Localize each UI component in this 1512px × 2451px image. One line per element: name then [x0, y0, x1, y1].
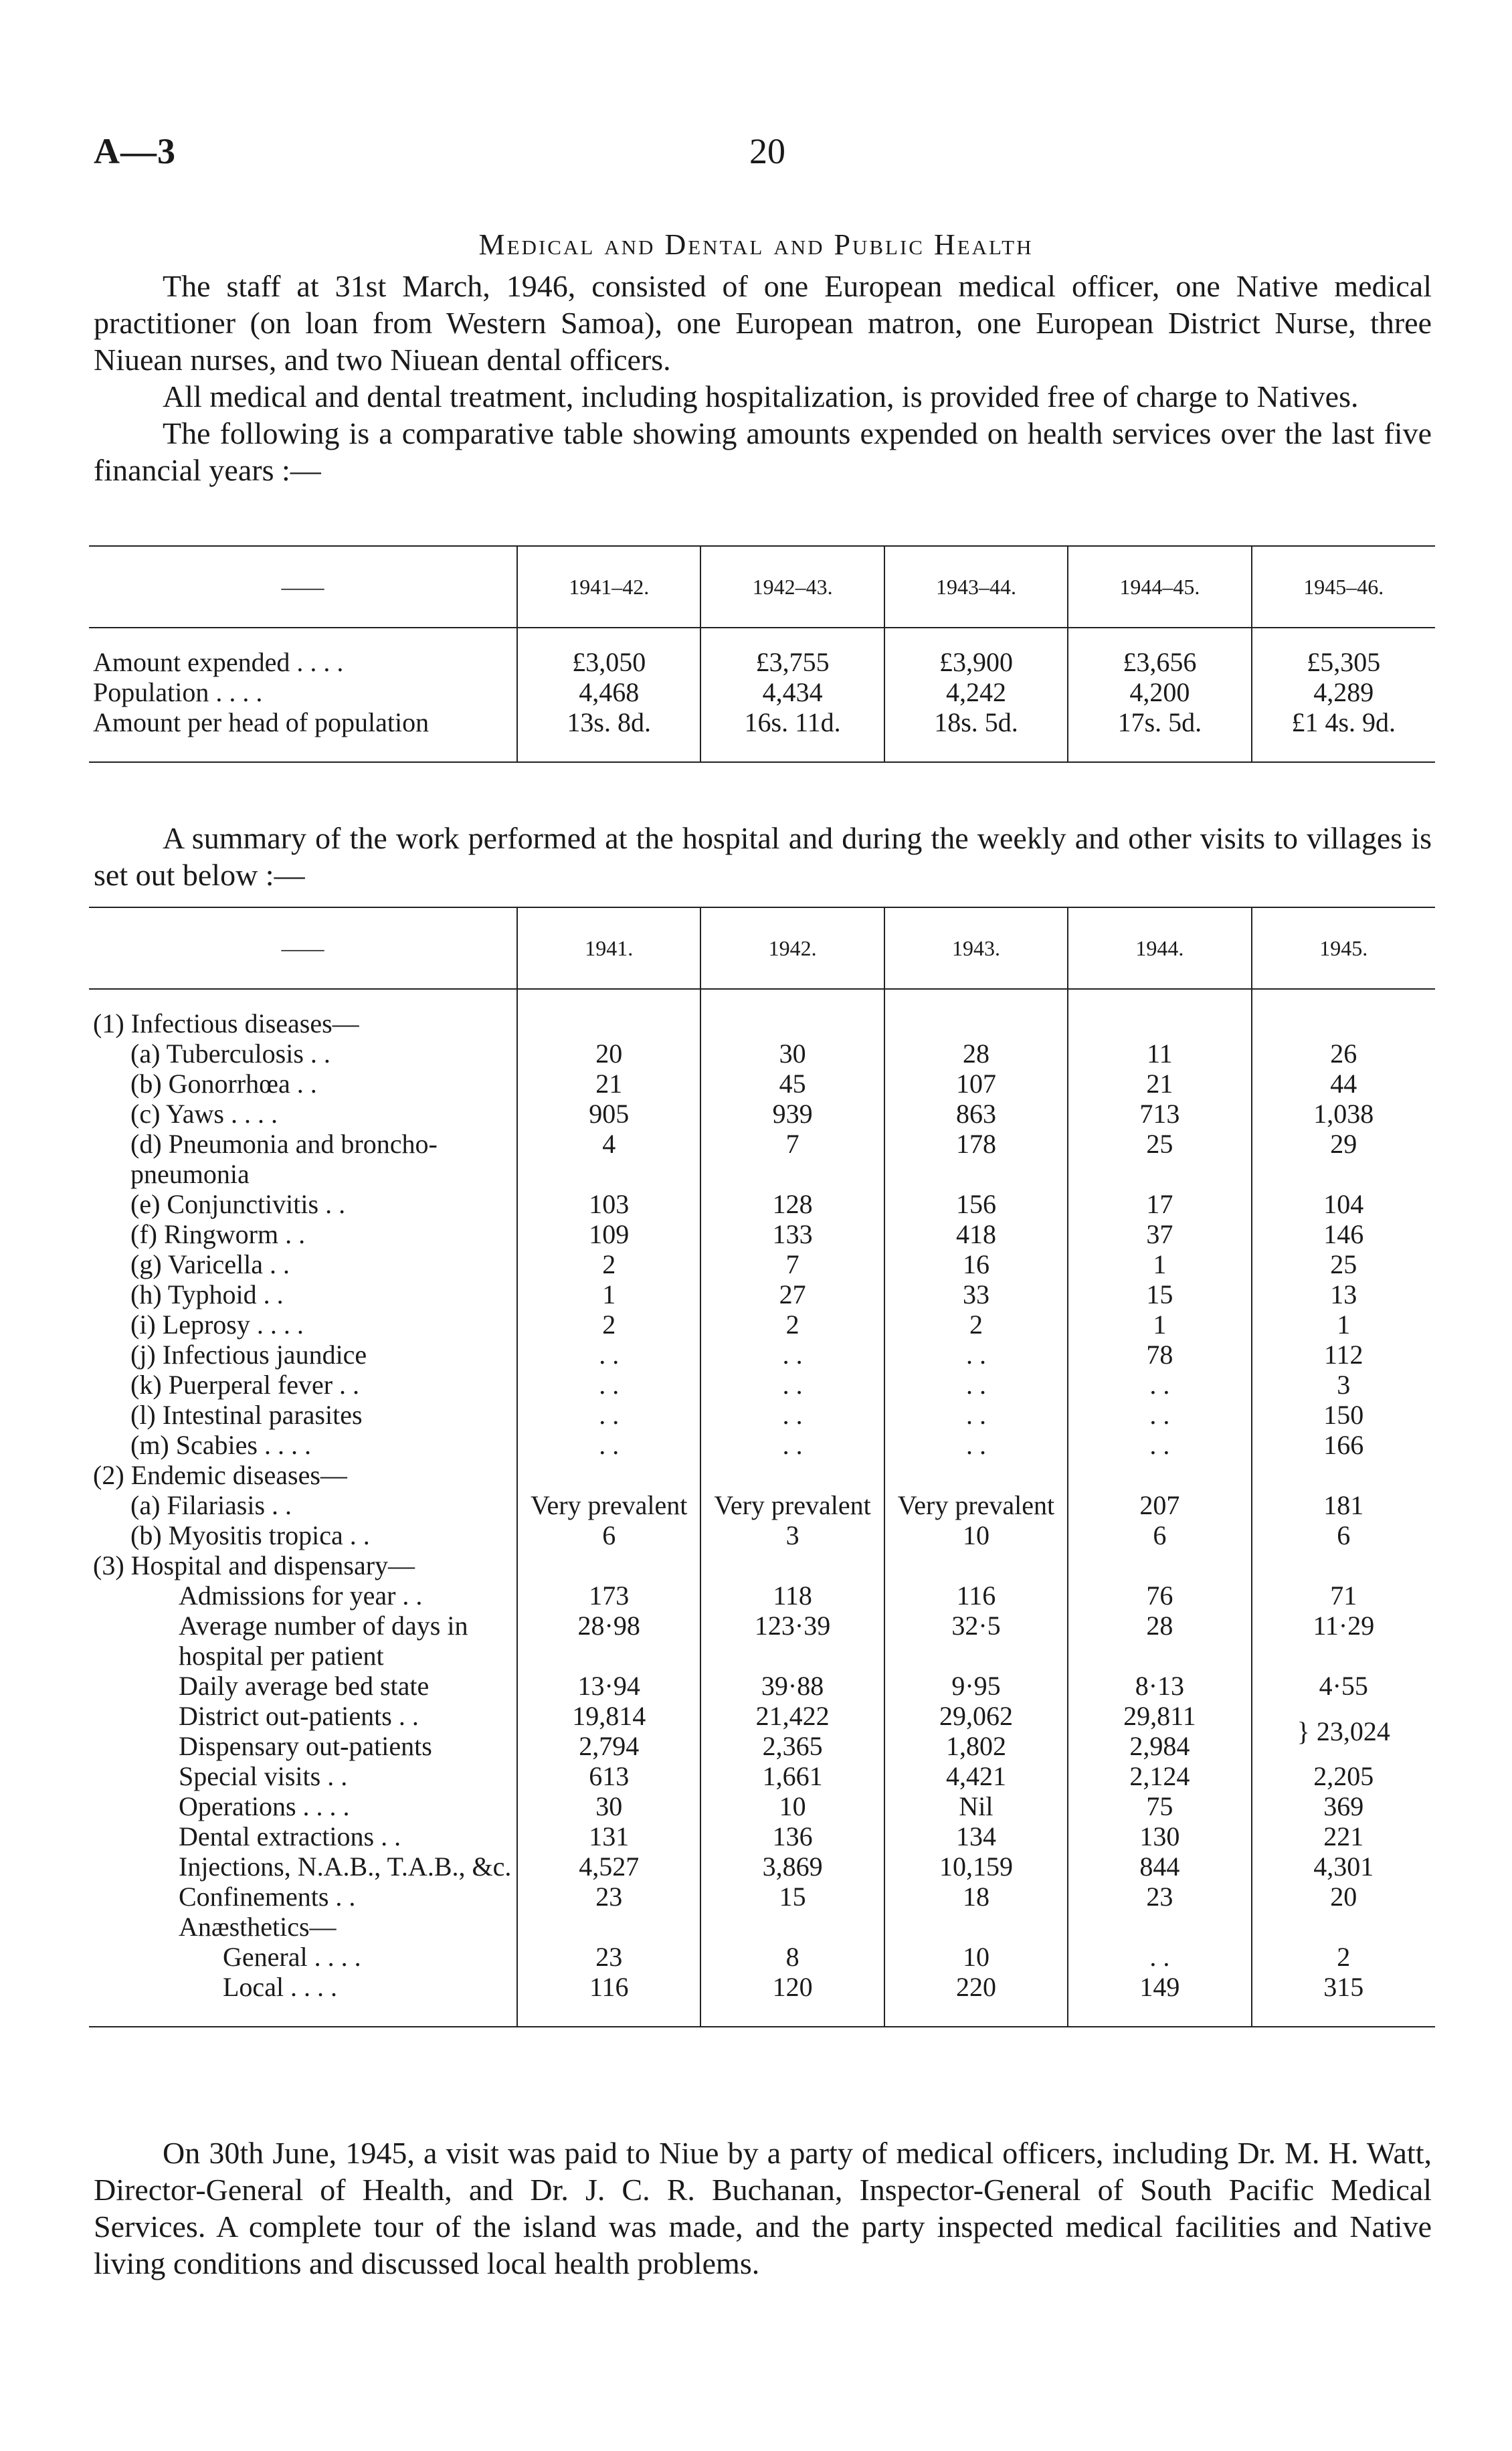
table-row: [89, 1761, 1435, 1791]
row-label: (l) Intestinal parasites: [130, 1400, 363, 1430]
cell: 37: [1068, 1219, 1251, 1249]
row-label: (h) Typhoid . .: [130, 1279, 284, 1309]
table-row: [89, 1069, 1435, 1099]
cell: 13: [1252, 1279, 1435, 1309]
cell: 939: [700, 1099, 884, 1129]
table-row: [89, 677, 1435, 707]
cell: . .: [700, 1370, 884, 1400]
cell: 10,159: [884, 1851, 1068, 1882]
cell: 863: [884, 1099, 1068, 1129]
cell: Very prevalent: [700, 1490, 884, 1520]
cell: [517, 1912, 700, 1942]
cell: 7: [700, 1129, 884, 1189]
cell: [1252, 1701, 1435, 1761]
cell: 25: [1252, 1249, 1435, 1279]
cell: 1: [517, 1279, 700, 1309]
cell: 23: [517, 1882, 700, 1912]
cell: . .: [884, 1370, 1068, 1400]
row-label: Dispensary out-patients: [179, 1731, 432, 1761]
cell: 112: [1252, 1340, 1435, 1370]
column-header: 1943.: [884, 907, 1068, 989]
cell: £3,755: [700, 647, 884, 677]
cell: 1,038: [1252, 1099, 1435, 1129]
cell: 33: [884, 1279, 1068, 1309]
table-row: [89, 1912, 1435, 1942]
row-label: Average number of days in hospital per patient: [179, 1611, 468, 1671]
row-label: Dental extractions . .: [179, 1821, 401, 1851]
cell: 107: [884, 1069, 1068, 1099]
cell: 39·88: [700, 1671, 884, 1701]
table-row: [89, 1520, 1435, 1550]
cell: 4,242: [884, 677, 1068, 707]
cell: 613: [517, 1761, 700, 1791]
table-row: [89, 1821, 1435, 1851]
cell: . .: [517, 1370, 700, 1400]
cell: [700, 1912, 884, 1942]
cell: 2: [1252, 1942, 1435, 1972]
table-row: [89, 1731, 1435, 1761]
cell: 369: [1252, 1791, 1435, 1821]
cell: 19,814: [517, 1701, 700, 1731]
table-row: [89, 1671, 1435, 1701]
cell: 136: [700, 1821, 884, 1851]
cell: [700, 1008, 884, 1038]
cell: 2,124: [1068, 1761, 1251, 1791]
cell: 20: [517, 1038, 700, 1069]
row-label: Injections, N.A.B., T.A.B., &c.: [179, 1851, 512, 1882]
cell: 28: [884, 1038, 1068, 1069]
cell: 45: [700, 1069, 884, 1099]
cell: 32·5: [884, 1611, 1068, 1671]
row-label: Operations . . . .: [179, 1791, 350, 1821]
combined-outpatients-total: } 23,024: [1297, 1716, 1390, 1746]
table-row: [89, 1038, 1435, 1069]
cell: 28·98: [517, 1611, 700, 1671]
row-label: Special visits . .: [179, 1761, 348, 1791]
summary-intro-text: A summary of the work performed at the hospital and during the weekly and other visits to villages is set out below :—: [94, 821, 1432, 892]
cell: . .: [884, 1340, 1068, 1370]
row-label: (e) Conjunctivitis . .: [130, 1189, 346, 1219]
cell: . .: [517, 1340, 700, 1370]
table-row: [89, 1701, 1435, 1731]
cell: 173: [517, 1580, 700, 1611]
expenditure-corner: ——: [89, 546, 517, 628]
cell: 13·94: [517, 1671, 700, 1701]
cell: 10: [884, 1942, 1068, 1972]
row-label: (a) Filariasis . .: [130, 1490, 292, 1520]
table-row: [89, 1430, 1435, 1460]
cell: 131: [517, 1821, 700, 1851]
table-row: [89, 707, 1435, 762]
cell: 1: [1068, 1309, 1251, 1340]
cell: . .: [517, 1430, 700, 1460]
cell: 6: [517, 1520, 700, 1550]
cell: Nil: [884, 1791, 1068, 1821]
cell: 8: [700, 1942, 884, 1972]
cell: 713: [1068, 1099, 1251, 1129]
cell: 29,062: [884, 1701, 1068, 1731]
cell: 16s. 11d.: [700, 707, 884, 762]
cell: 844: [1068, 1851, 1251, 1882]
cell: [884, 1008, 1068, 1038]
cell: 44: [1252, 1069, 1435, 1099]
table-row: [89, 1791, 1435, 1821]
row-label: Amount per head of population: [89, 707, 517, 762]
cell: 116: [884, 1580, 1068, 1611]
cell: 104: [1252, 1189, 1435, 1219]
cell: 4,301: [1252, 1851, 1435, 1882]
cell: 6: [1068, 1520, 1251, 1550]
closing-paragraph: On 30th June, 1945, a visit was paid to Niue by a party of medical officers, including Dr. M. H. Watt, Director-General of Health, and Dr. J. C. R. Buchanan, Inspector-General of South Pacific Medical Services. A complete tour of the island was made, and the party inspected medical facilities and Native living conditions and discussed local health problems.: [94, 2136, 1432, 2280]
cell: [517, 1008, 700, 1038]
column-header: 1945.: [1252, 907, 1435, 989]
intro-paragraph-treatment: All medical and dental treatment, including hospitalization, is provided free of charge to Natives.: [163, 379, 1359, 414]
cell: £3,656: [1068, 647, 1251, 677]
row-label: (d) Pneumonia and broncho-pneumonia: [130, 1129, 438, 1189]
expenditure-header-row: [89, 546, 1435, 628]
cell: £3,050: [517, 647, 700, 677]
cell: 1: [1252, 1309, 1435, 1340]
cell: £3,900: [884, 647, 1068, 677]
cell: 4,200: [1068, 677, 1251, 707]
cell: 4,421: [884, 1761, 1068, 1791]
cell: 118: [700, 1580, 884, 1611]
cell: 4·55: [1252, 1671, 1435, 1701]
cell: 76: [1068, 1580, 1251, 1611]
row-label: (m) Scabies . . . .: [130, 1430, 311, 1460]
cell: [884, 1550, 1068, 1580]
table-row: [89, 1490, 1435, 1520]
cell: [700, 1460, 884, 1490]
row-label: (c) Yaws . . . .: [130, 1099, 278, 1129]
cell: 26: [1252, 1038, 1435, 1069]
cell: 116: [517, 1972, 700, 2027]
intro-paragraph-table-lead: The following is a comparative table showing amounts expended on health services over the last five financial years :—: [94, 416, 1432, 487]
cell: 29,811: [1068, 1701, 1251, 1731]
row-label: (k) Puerperal fever . .: [130, 1370, 360, 1400]
cell: £1 4s. 9d.: [1252, 707, 1435, 762]
column-header: 1944–45.: [1068, 546, 1251, 628]
table-row: [89, 1972, 1435, 2027]
work-table: [89, 907, 1435, 2027]
cell: 4,468: [517, 677, 700, 707]
cell: . .: [884, 1400, 1068, 1430]
cell: 10: [884, 1520, 1068, 1550]
cell: [1252, 1008, 1435, 1038]
column-header: 1941.: [517, 907, 700, 989]
cell: 17s. 5d.: [1068, 707, 1251, 762]
cell: . .: [700, 1340, 884, 1370]
row-label: (g) Varicella . .: [130, 1249, 290, 1279]
intro-text: [94, 268, 1432, 488]
column-header: 1942–43.: [700, 546, 884, 628]
cell: 4,289: [1252, 677, 1435, 707]
cell: [884, 1460, 1068, 1490]
cell: [1252, 1912, 1435, 1942]
section-title: Medical and Dental and Public Health: [478, 228, 1034, 261]
row-label: (2) Endemic diseases—: [93, 1460, 347, 1490]
row-label: Daily average bed state: [179, 1671, 430, 1701]
row-label: Local . . . .: [89, 1972, 517, 2027]
cell: 4,434: [700, 677, 884, 707]
cell: 156: [884, 1189, 1068, 1219]
cell: 2: [517, 1309, 700, 1340]
row-label: Population . . . .: [93, 677, 263, 707]
row-label: General . . . .: [223, 1942, 361, 1972]
cell: 3,869: [700, 1851, 884, 1882]
cell: 23: [517, 1942, 700, 1972]
cell: 78: [1068, 1340, 1251, 1370]
cell: 221: [1252, 1821, 1435, 1851]
cell: 178: [884, 1129, 1068, 1189]
cell: 15: [700, 1882, 884, 1912]
cell: 18: [884, 1882, 1068, 1912]
intro-paragraph-staff: The staff at 31st March, 1946, consisted of one European medical officer, one Native medical practitioner (on loan from Western Samoa), one European matron, one European District Nurse, three Niuean nurses, and two Niuean dental officers.: [94, 269, 1432, 377]
summary-intro: [94, 820, 1432, 893]
table-row: [89, 1340, 1435, 1370]
table-row: [89, 1129, 1435, 1189]
cell: [1068, 1460, 1251, 1490]
cell: 27: [700, 1279, 884, 1309]
cell: . .: [1068, 1942, 1251, 1972]
column-header: 1945–46.: [1252, 546, 1435, 628]
cell: [1068, 1008, 1251, 1038]
row-label: (f) Ringworm . .: [130, 1219, 306, 1249]
cell: 75: [1068, 1791, 1251, 1821]
row-label: Admissions for year . .: [179, 1580, 423, 1611]
cell: 30: [517, 1791, 700, 1821]
cell: 21: [517, 1069, 700, 1099]
page-number: 20: [749, 131, 785, 171]
table-row: [89, 1219, 1435, 1249]
cell: 418: [884, 1219, 1068, 1249]
cell: 16: [884, 1249, 1068, 1279]
cell: 3: [700, 1520, 884, 1550]
cell: 4: [517, 1129, 700, 1189]
cell: . .: [884, 1430, 1068, 1460]
row-label: (a) Tuberculosis . .: [130, 1038, 330, 1069]
cell: 18s. 5d.: [884, 707, 1068, 762]
cell: 6: [1252, 1520, 1435, 1550]
cell: 120: [700, 1972, 884, 2027]
cell: [700, 1550, 884, 1580]
cell: 150: [1252, 1400, 1435, 1430]
cell: [517, 1460, 700, 1490]
cell: 123·39: [700, 1611, 884, 1671]
cell: [517, 1550, 700, 1580]
expenditure-table: [89, 545, 1435, 763]
cell: 2,984: [1068, 1731, 1251, 1761]
row-label: Amount expended . . . .: [93, 647, 344, 677]
cell: . .: [517, 1400, 700, 1430]
closing-text: [94, 2135, 1432, 2282]
row-label: District out-patients . .: [179, 1701, 419, 1731]
cell: 315: [1252, 1972, 1435, 2027]
cell: 20: [1252, 1882, 1435, 1912]
table-row: [89, 1370, 1435, 1400]
cell: 207: [1068, 1490, 1251, 1520]
cell: 9·95: [884, 1671, 1068, 1701]
table-row: [89, 1189, 1435, 1219]
cell: 21: [1068, 1069, 1251, 1099]
row-label: (1) Infectious diseases—: [93, 1008, 359, 1038]
table-row: [89, 1099, 1435, 1129]
cell: 166: [1252, 1430, 1435, 1460]
cell: 4,527: [517, 1851, 700, 1882]
cell: Very prevalent: [884, 1490, 1068, 1520]
cell: 28: [1068, 1611, 1251, 1671]
table-row: [89, 647, 1435, 677]
table-row: [89, 1279, 1435, 1309]
row-label: Confinements . .: [179, 1882, 356, 1912]
row-label: (j) Infectious jaundice: [130, 1340, 367, 1370]
cell: 128: [700, 1189, 884, 1219]
cell: 2: [700, 1309, 884, 1340]
cell: 8·13: [1068, 1671, 1251, 1701]
table-row: [89, 1882, 1435, 1912]
cell: 30: [700, 1038, 884, 1069]
cell: 11·29: [1252, 1611, 1435, 1671]
cell: 3: [1252, 1370, 1435, 1400]
column-header: 1944.: [1068, 907, 1251, 989]
row-label: (i) Leprosy . . . .: [130, 1309, 304, 1340]
cell: . .: [1068, 1400, 1251, 1430]
work-corner: ——: [89, 907, 517, 989]
cell: 2,365: [700, 1731, 884, 1761]
table-row: [89, 1249, 1435, 1279]
cell: 181: [1252, 1490, 1435, 1520]
cell: [1252, 1460, 1435, 1490]
work-header-row: [89, 907, 1435, 989]
cell: 109: [517, 1219, 700, 1249]
table-row: [89, 1851, 1435, 1882]
cell: 1,802: [884, 1731, 1068, 1761]
column-header: 1943–44.: [884, 546, 1068, 628]
cell: 7: [700, 1249, 884, 1279]
cell: [884, 1912, 1068, 1942]
cell: 71: [1252, 1580, 1435, 1611]
table-row: [89, 1942, 1435, 1972]
table-row: [89, 1580, 1435, 1611]
cell: 2: [517, 1249, 700, 1279]
cell: [1068, 1550, 1251, 1580]
table-row: [89, 1611, 1435, 1671]
table-row: [89, 1400, 1435, 1430]
cell: 25: [1068, 1129, 1251, 1189]
cell: 133: [700, 1219, 884, 1249]
table-row: [89, 1460, 1435, 1490]
cell: 13s. 8d.: [517, 707, 700, 762]
cell: 134: [884, 1821, 1068, 1851]
cell: Very prevalent: [517, 1490, 700, 1520]
table-row: [89, 1550, 1435, 1580]
cell: 23: [1068, 1882, 1251, 1912]
cell: 103: [517, 1189, 700, 1219]
row-label: (3) Hospital and dispensary—: [93, 1550, 415, 1580]
column-header: 1942.: [700, 907, 884, 989]
cell: 149: [1068, 1972, 1251, 2027]
cell: [1252, 1550, 1435, 1580]
cell: [1068, 1912, 1251, 1942]
table-row: [89, 1309, 1435, 1340]
cell: 130: [1068, 1821, 1251, 1851]
row-label: (b) Gonorrhœa . .: [130, 1069, 317, 1099]
cell: 2: [884, 1309, 1068, 1340]
table-row: [89, 1008, 1435, 1038]
cell: . .: [700, 1430, 884, 1460]
row-label: (b) Myositis tropica . .: [130, 1520, 370, 1550]
cell: 29: [1252, 1129, 1435, 1189]
cell: 2,794: [517, 1731, 700, 1761]
column-header: 1941–42.: [517, 546, 700, 628]
cell: 905: [517, 1099, 700, 1129]
cell: 15: [1068, 1279, 1251, 1309]
cell: £5,305: [1252, 647, 1435, 677]
cell: 146: [1252, 1219, 1435, 1249]
cell: 10: [700, 1791, 884, 1821]
cell: 11: [1068, 1038, 1251, 1069]
cell: 2,205: [1252, 1761, 1435, 1791]
cell: . .: [1068, 1370, 1251, 1400]
row-label: Anæsthetics—: [179, 1912, 337, 1942]
cell: . .: [1068, 1430, 1251, 1460]
cell: 1,661: [700, 1761, 884, 1791]
cell: 220: [884, 1972, 1068, 2027]
cell: 21,422: [700, 1701, 884, 1731]
document-reference: A—3: [94, 131, 176, 171]
cell: . .: [700, 1400, 884, 1430]
cell: 1: [1068, 1249, 1251, 1279]
cell: 17: [1068, 1189, 1251, 1219]
